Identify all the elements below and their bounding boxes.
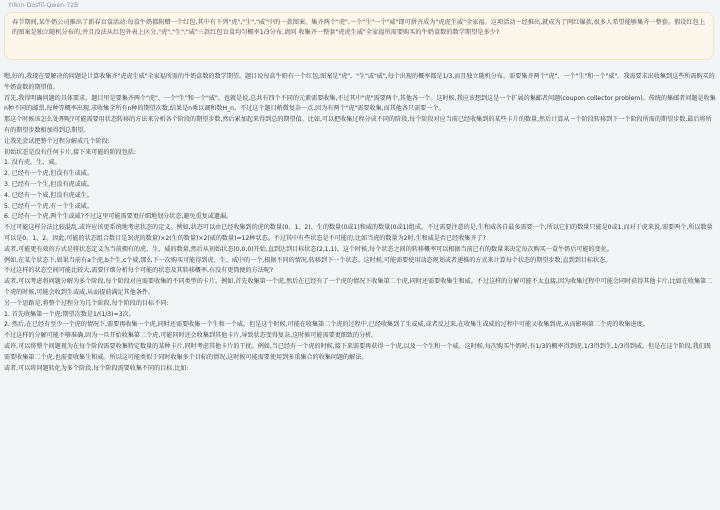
response-list-item: 5. 已经有一个虎,有一个生或威。 — [4, 202, 93, 210]
response-paragraph: 不过这样的状态空间可能比较大,需要仔细分析每个可能的状态及其转移概率,有没有更简便的方法呢? — [4, 267, 274, 275]
response-list-item: 1. 首先收集第一个虎:期望次数是1/(1/3)=3次。 — [4, 310, 135, 318]
assistant-response — [4, 72, 716, 374]
response-paragraph: 例如,在某个状态下,如果当前有a个虎,b个生,c个威,那么下一次购买可能得到虎、生、威中的一个,根据不同的情况,转移到下一个状态。这时候,可能需要使用动态规划或者递推的方式来计算每个状态的期望步数,直到到目标状态。 — [4, 256, 612, 264]
response-list-item: 3. 已经有一个生,但没有虎或威。 — [4, 180, 93, 188]
response-paragraph: 不过可能这样分法比较混乱,或许应该更系统地考虑状态的定义。例如,状态可以由已经收集到的虎的数量(0、1、2)、生的数量(0或1)和威的数量(0或1)组成。不过需要注意的是,生和威各自最多需要一个,所以它们的数量只能是0或1,而对于虎来说,需要两个,所以数量可以是0、1、2。因此,可能的状态组合数目是3(虎的数量)×2(生的数量)×2(威的数量)=12种状态。不过其中有些状态是不可能的,比如当虎的数量为2时,生和威是否已经收集齐了? — [4, 224, 713, 242]
response-paragraph: 嗯,好的,我现在要解决的问题是计算收集齐"虎虎生威"全家福所需的牛奶盒数的数学期望。题目说每盒牛奶有一个红包,图案是"虎"、"生"或"威",每个出现的概率都是1/3,而且独立随机分布。需要集齐两个"虎"、一个"生"和一个"威"。我需要求出收集到这些所需购买的牛奶盒数的期望值。 — [4, 73, 715, 91]
response-paragraph: 那这个时候该怎么处理呢?可能需要用状态转移的方法来分析各个阶段的期望步数,然后累加起来得到总的期望值。比如,可以把收集过程分成不同的阶段,每个阶段对应当前已经收集到的某些卡片的数量,然后计算从一个阶段转移到下一个阶段所需的期望步数,最后将所有的期望步数相加得到总期望。 — [4, 116, 712, 134]
response-paragraph: 或者,可能更有效的方式是将状态定义为当前拥有的虎、生、威的数量,然后从初始状态(0,0,0)开始,直到达到目标状态(2,1,1)。这个时候,每个状态之间的转移概率可以根据当前已有的数量来决定每次购买一盒牛奶后可能的变化。 — [4, 245, 613, 253]
response-list-item: 4. 已经有一个威,但没有虎或生。 — [4, 191, 93, 199]
response-paragraph: 首先,我得明确问题的具体要求。题目里是要集齐两个"虎"、一个"生"和一个"威"。也就是说,总共有四个不同的元素需要收集,不过其中"虎"需要两个,其他各一个。这时候,我应该想到这是一个扩展的集邮者问题(coupon collector problem)。传统的集邮者问题是收集n种不同的邮票,每种等概率出现,求收集全所有n种的期望次数,结果是n乘以调和数H_n。不过这个题目稍微复杂一点,因为有两个"虎"需要收集,而其他各只需要一个。 — [4, 94, 716, 113]
response-paragraph: 不过这样的分解可能不够准确,因为一旦开始收集第二个虎,可能同时还会收集到其他卡片,导致状态变得复杂,这时候可能需要更细致的分析。 — [4, 332, 378, 340]
response-paragraph: 或者,可以考虑将问题分解为多个阶段,每个阶段对应需要收集的不同类型的卡片。例如,首先收集第一个虎,然后在已经有了一个虎的情况下收集第二个虎,同时还需要收集生和威。不过这样的分解可能不太直接,因为收集过程中可能会同时获得其他卡片,比如在收集第二个虎的时候,可能会收到生或威,从而提前满足其他条件。 — [4, 278, 713, 296]
model-name-label: Yilkin-Dosfil-Qwen-72B — [8, 2, 79, 9]
user-message-bubble: 春节期间,某牛奶公司推出了新春盲盒活动:每盒牛奶都附赠一个红包,其中有下列"虎","生","威"中的一款图案。集齐两个"虎",一个"生"一个"威"即可拼齐成为"虎虎生威"全家福。这项活动一经推出,就成为了网红爆款,很多人希望能够集齐一整套。假设红包上的图案是独立随机分布的,并且没法从红包外表上区分,"虎","生","威"三款红包盲盒均匀概率1/3分布,请问 收集齐一整套"虎虎生威"全家福所需要购买的牛奶盒数的数学期望是多少? — [4, 12, 714, 60]
response-list-item: 2. 然后,在已经有至少一个虎的情况下,需要再收集一个虎,同时还需要收集一个生和一个威。但是这个时候,可能在收集第二个虎的过程中,已经收集到了生或威,或者反过来,在收集生或威的过程中可能又收集到虎,从而影响第二个虎的收集进度。 — [4, 321, 649, 329]
response-list-item: 6. 已经有一个虎,两个生或威?不过这里可能需要更仔细地划分状态,避免重复或遗漏。 — [4, 213, 233, 221]
response-paragraph: 或者,可以将问题转化为多个阶段,每个阶段需要收集不同的目标,比如: — [4, 364, 189, 372]
response-paragraph: 另一个思路是,将整个过程分为几个阶段,每个阶段的目标不同: — [4, 299, 169, 307]
response-paragraph: 或许,可以将整个问题视为在每个阶段需要收集特定数量的某种卡片,同时考虑其他卡片的干扰。例如,当已经有一个虎的时候,接下来需要再获得一个虎,以及一个生和一个威。这时候,每次购买牛奶时,有1/3的概率得到虎,1/3得到生,1/3得到威。但是在这个阶段,我们既需要收集第二个虎,也需要收集生和威。所以这可能类似于同时收集多个目标的情况,这时候可能需要使用到多重集合的收集问题的解法。 — [4, 342, 711, 361]
response-paragraph: 让我先尝试把整个过程分解成几个阶段: — [4, 137, 110, 145]
response-list-item: 1. 没有虎、生、威。 — [4, 159, 61, 167]
response-paragraph: 初始状态是没有任何卡片,接下来可能的阶段包括: — [4, 148, 136, 156]
response-list-item: 2. 已经有一个虎,但没有生或威。 — [4, 170, 93, 178]
